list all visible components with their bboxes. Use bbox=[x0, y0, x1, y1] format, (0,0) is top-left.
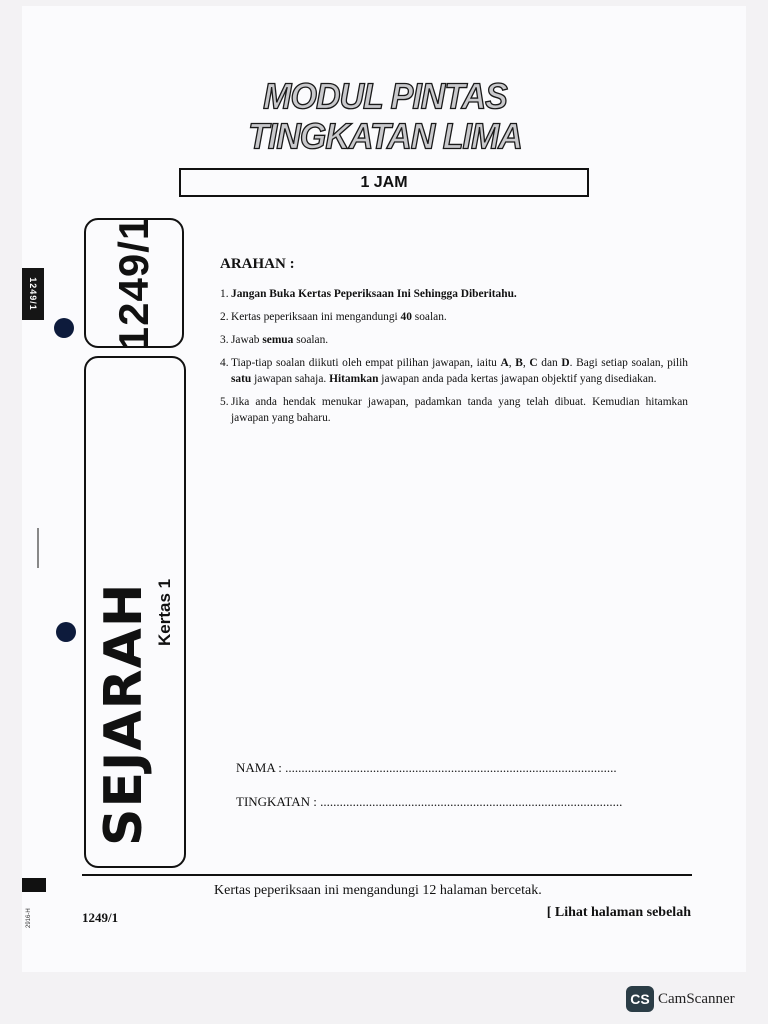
class-field bbox=[236, 794, 622, 810]
camscanner-watermark bbox=[626, 986, 735, 1012]
camscanner-logo: CS bbox=[626, 986, 654, 1012]
name-label: NAMA : bbox=[236, 760, 282, 775]
instruction-number: 2. bbox=[220, 311, 229, 323]
instruction-text: Kertas peperiksaan ini mengandungi 40 soalan. bbox=[231, 311, 447, 323]
edge-code: 2916-H bbox=[26, 908, 32, 928]
instruction-number: 4. bbox=[220, 357, 229, 369]
instruction-text: Jangan Buka Kertas Peperiksaan Ini Sehingga Diberitahu. bbox=[231, 288, 517, 300]
binding-mark bbox=[37, 528, 39, 568]
instructions-heading: ARAHAN : bbox=[220, 256, 295, 272]
instructions-list bbox=[220, 286, 688, 426]
instructions-section bbox=[220, 256, 688, 433]
footer-paper-code: 1249/1 bbox=[82, 910, 119, 925]
subject-box bbox=[84, 356, 186, 868]
exam-title-line1: MODUL PINTAS bbox=[263, 77, 507, 117]
spine-code-tab bbox=[22, 268, 44, 320]
instruction-number: 3. bbox=[220, 334, 229, 346]
class-label: TINGKATAN : bbox=[236, 794, 317, 809]
paper-code: 1249/1 bbox=[110, 215, 157, 351]
instruction-item bbox=[220, 286, 688, 302]
instruction-item bbox=[220, 332, 688, 348]
exam-title-line2: TINGKATAN LIMA bbox=[248, 117, 522, 157]
instruction-number: 5. bbox=[220, 396, 229, 408]
instruction-number: 1. bbox=[220, 288, 229, 300]
subject-paper-number: Kertas 1 bbox=[155, 578, 174, 646]
duration-box: 1 JAM bbox=[179, 168, 589, 197]
instruction-item bbox=[220, 309, 688, 325]
punch-hole-top bbox=[54, 318, 74, 338]
instruction-item bbox=[220, 394, 688, 426]
instruction-text: Jika anda hendak menukar jawapan, padamkan tanda yang telah dibuat. Kemudian hitamkan jawapan yang baharu. bbox=[231, 396, 688, 424]
instruction-text: Tiap-tiap soalan diikuti oleh empat pilihan jawapan, iaitu A, B, C dan D. Bagi setiap soalan, pilih satu jawapan sahaja. Hitamkan jawapan anda pada kertas jawapan objektif yang disediakan. bbox=[231, 357, 688, 385]
page-count-note: Kertas peperiksaan ini mengandungi 12 halaman bercetak. bbox=[214, 883, 542, 898]
instruction-item bbox=[220, 355, 688, 387]
footer-divider bbox=[82, 874, 692, 876]
name-blank: ...................................................................................................... bbox=[285, 760, 617, 775]
next-page-note: [ Lihat halaman sebelah bbox=[546, 905, 691, 920]
class-blank: ............................................................................................. bbox=[320, 794, 623, 809]
instruction-text: Jawab semua soalan. bbox=[231, 334, 329, 346]
punch-hole-bottom bbox=[56, 622, 76, 642]
spine-tab-code: 1249/1 bbox=[28, 277, 38, 311]
paper-code-box bbox=[84, 215, 184, 351]
subject-name: SEJARAH bbox=[94, 582, 154, 846]
camscanner-name: CamScanner bbox=[658, 990, 735, 1007]
name-field bbox=[236, 760, 617, 776]
